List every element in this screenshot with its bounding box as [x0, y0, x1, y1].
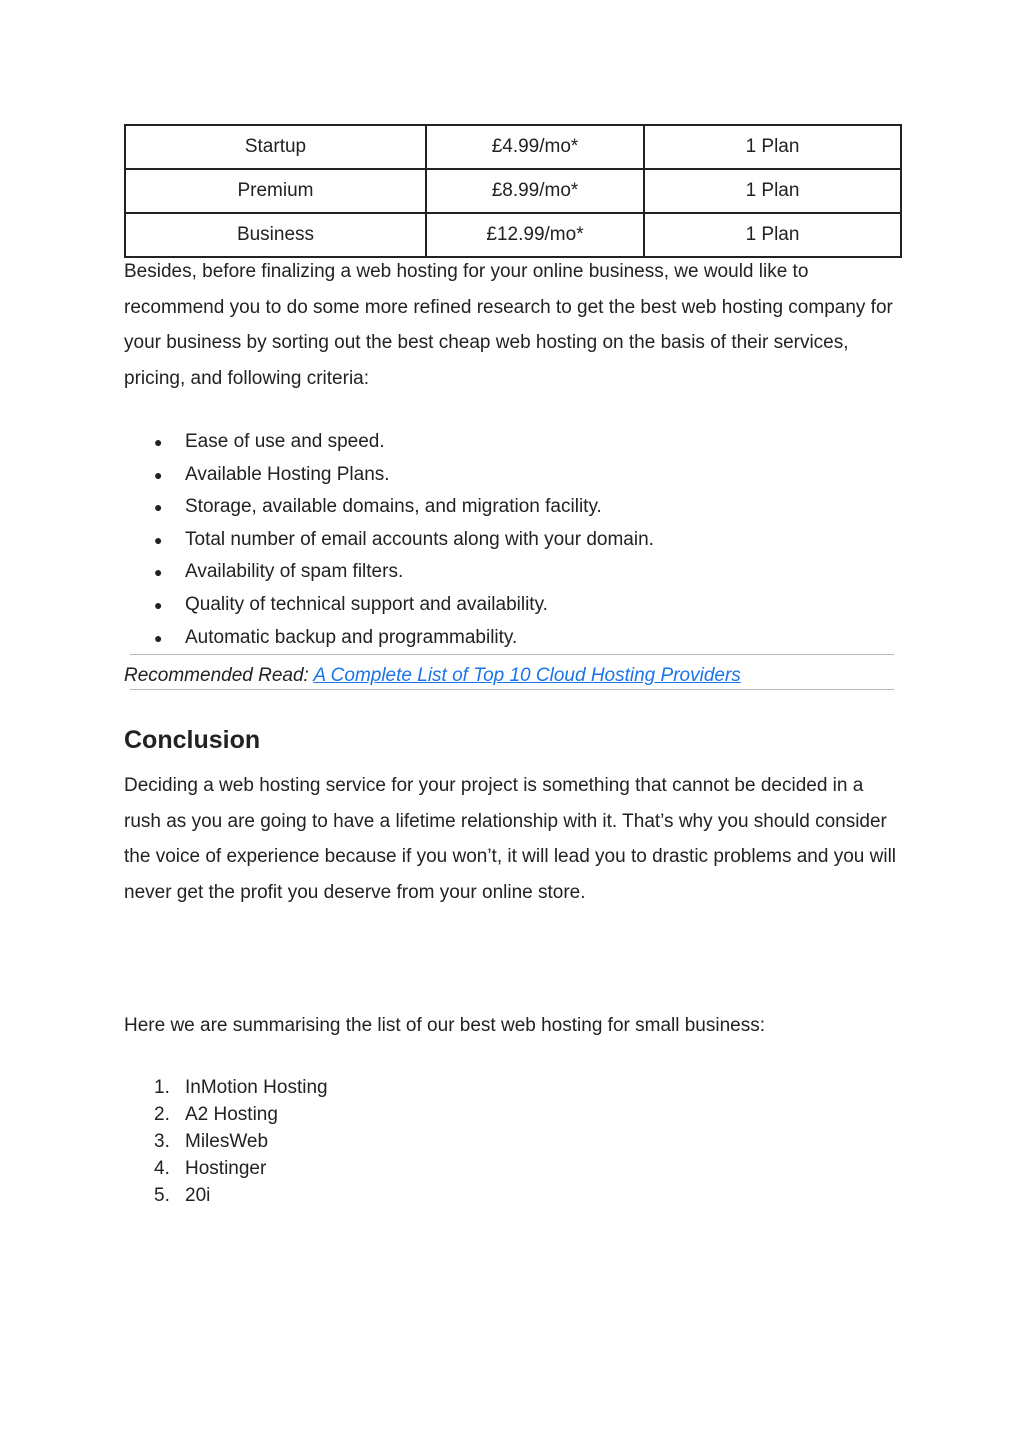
- intro-paragraph: Besides, before finalizing a web hosting for your online business, we would like to recommend you to do some more refined research to get the best web hosting company for your business by sorting out the best cheap web hosting on the basis of their services, pricing, and following criteria:: [124, 261, 893, 389]
- section-heading: Conclusion: [124, 726, 261, 755]
- list-item: [124, 556, 900, 589]
- list-item: [124, 1128, 900, 1155]
- list-number: 2.: [154, 1103, 170, 1125]
- recommended-read-link[interactable]: A Complete List of Top 10 Cloud Hosting Providers: [313, 665, 741, 687]
- list-item-text: A2 Hosting: [185, 1103, 278, 1125]
- bullet-icon: ●: [154, 499, 163, 516]
- table-row: [125, 213, 901, 257]
- plan-price-cell: £4.99/mo*: [426, 125, 644, 169]
- list-item-text: Hostinger: [185, 1157, 267, 1179]
- recommended-read-label: Recommended Read:: [124, 665, 309, 687]
- list-item: [124, 1155, 900, 1182]
- list-item-text: Quality of technical support and availability.: [185, 593, 548, 615]
- list-item: [124, 1101, 900, 1128]
- list-item-text: Total number of email accounts along with your domain.: [185, 528, 654, 550]
- plan-count-cell: 1 Plan: [644, 213, 901, 257]
- plan-count-cell: 1 Plan: [644, 169, 901, 213]
- list-item-text: Automatic backup and programmability.: [185, 626, 518, 648]
- list-number: 4.: [154, 1157, 170, 1179]
- pricing-table: [124, 124, 902, 258]
- plan-name-cell: Business: [125, 213, 426, 257]
- list-item: [124, 589, 900, 622]
- list-item-text: 20i: [185, 1184, 211, 1206]
- bullet-icon: ●: [154, 564, 163, 581]
- list-item: [124, 491, 900, 524]
- bullet-icon: ●: [154, 466, 163, 483]
- list-item: [124, 459, 900, 492]
- plan-price-cell: £12.99/mo*: [426, 213, 644, 257]
- list-item-text: Ease of use and speed.: [185, 431, 385, 452]
- bullet-icon: ●: [154, 596, 163, 613]
- plan-name-cell: Premium: [125, 169, 426, 213]
- list-number: 5.: [154, 1184, 170, 1206]
- conclusion-paragraph: Deciding a web hosting service for your project is something that cannot be decided in a rush as you are going to have a lifetime relationship with it. That’s why you should consider the voice of experience because if you won’t, it will lead you to drastic problems and you will never get the profit you deserve from your online store.: [124, 775, 897, 903]
- list-item-text: Available Hosting Plans.: [185, 463, 390, 485]
- plan-name-cell: Startup: [125, 125, 426, 169]
- table-row: [125, 169, 901, 213]
- list-item: [124, 622, 900, 655]
- list-number: 3.: [154, 1130, 170, 1152]
- divider: [130, 654, 894, 655]
- bullet-icon: ●: [154, 629, 163, 646]
- list-item: [124, 426, 900, 459]
- list-item-text: Availability of spam filters.: [185, 561, 404, 583]
- criteria-list: [124, 426, 900, 654]
- list-item-text: InMotion Hosting: [185, 1076, 328, 1098]
- list-item: [124, 524, 900, 557]
- list-item: [124, 1074, 900, 1101]
- divider: [130, 689, 894, 690]
- list-item-text: Storage, available domains, and migration facility.: [185, 496, 602, 518]
- list-number: 1.: [154, 1076, 170, 1098]
- plan-count-cell: 1 Plan: [644, 125, 901, 169]
- list-item-text: MilesWeb: [185, 1130, 269, 1152]
- list-item: [124, 1182, 900, 1209]
- hosting-list: [124, 1074, 900, 1209]
- document-page: [124, 124, 900, 1209]
- table-row: [125, 125, 901, 169]
- bullet-icon: ●: [154, 434, 163, 450]
- bullet-icon: ●: [154, 531, 163, 548]
- recommended-read: [124, 663, 900, 689]
- plan-price-cell: £8.99/mo*: [426, 169, 644, 213]
- summary-paragraph: Here we are summarising the list of our best web hosting for small business:: [124, 1015, 765, 1037]
